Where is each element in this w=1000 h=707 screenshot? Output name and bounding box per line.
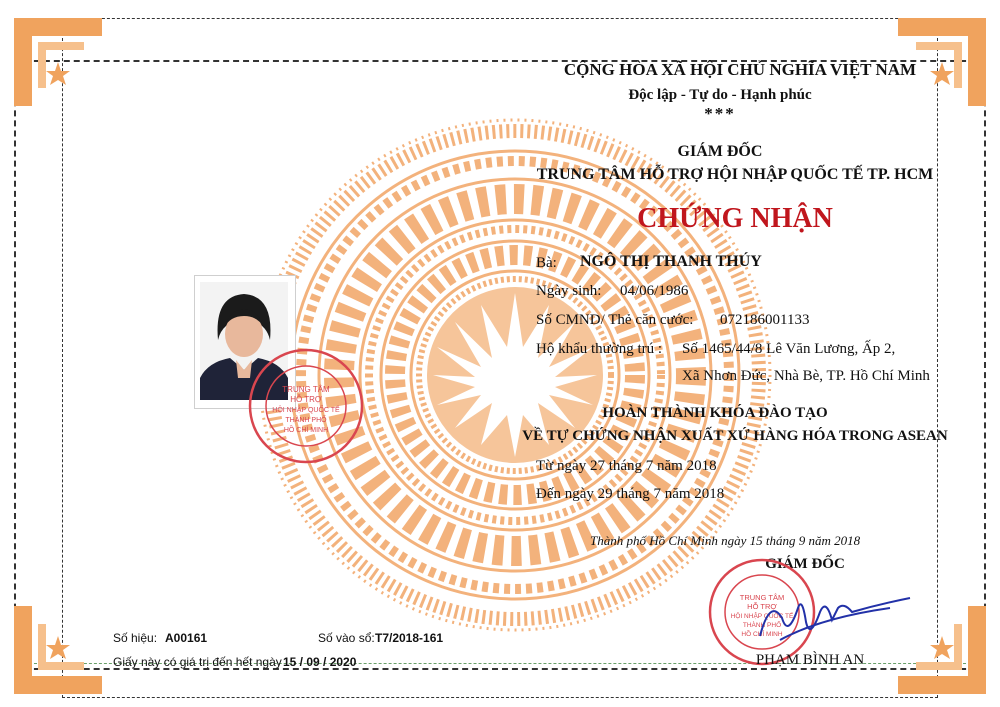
svg-text:HỖ TRỢ: HỖ TRỢ: [747, 602, 777, 611]
dob-value: 04/06/1986: [620, 283, 689, 299]
salutation-label: Bà:: [536, 255, 557, 271]
red-seal-stamp-photo: [246, 346, 366, 466]
national-motto: Độc lập - Tự do - Hạnh phúc: [628, 87, 812, 103]
svg-text:TRUNG TÂM: TRUNG TÂM: [282, 385, 330, 394]
address-label: Hộ khẩu thường trú :: [536, 341, 663, 357]
validity-date: 15 / 09 / 2020: [283, 655, 357, 669]
svg-text:THÀNH PHỐ: THÀNH PHỐ: [285, 417, 327, 424]
register-number: T7/2018-161: [375, 631, 444, 645]
svg-text:TRUNG TÂM: TRUNG TÂM: [739, 593, 785, 602]
signature: [740, 578, 930, 658]
id-label: Số CMND/ Thẻ căn cước:: [536, 312, 694, 328]
id-value: 072186001133: [720, 312, 810, 328]
serial-number: A00161: [165, 631, 208, 645]
issue-place-date: Thành phố Hồ Chí Minh ngày 15 tháng 9 năm 2018: [590, 533, 861, 548]
corner-ornament-bottom-left: [14, 606, 102, 694]
organization-name: TRUNG TÂM HỖ TRỢ HỘI NHẬP QUỐC TẾ TP. HCM: [536, 166, 934, 183]
course-from-date: Từ ngày 27 tháng 7 năm 2018: [536, 458, 717, 474]
svg-text:HỘI NHẬP QUỐC TẾ: HỘI NHẬP QUỐC TẾ: [730, 613, 794, 620]
course-to-date: Đến ngày 29 tháng 7 năm 2018: [536, 486, 725, 502]
serial-label: Số hiệu:: [113, 631, 158, 645]
address-line-1: Số 1465/44/8 Lê Văn Lương, Ấp 2,: [682, 341, 896, 357]
svg-text:HỖ TRỢ: HỖ TRỢ: [290, 395, 322, 404]
svg-text:HỒ CHÍ MINH: HỒ CHÍ MINH: [741, 631, 783, 638]
validity-label: Giấy này có giá trị đến hết ngày: [113, 655, 282, 669]
signer-name: PHẠM BÌNH AN: [755, 652, 865, 668]
svg-text:HỒ CHÍ MINH: HỒ CHÍ MINH: [283, 427, 329, 434]
course-line-1: HOÀN THÀNH KHÓA ĐÀO TẠO: [602, 405, 828, 421]
address-line-2: Xã Nhơn Đức, Nhà Bè, TP. Hồ Chí Minh: [682, 368, 930, 384]
register-label: Số vào sổ:: [318, 631, 375, 645]
dob-label: Ngày sinh:: [536, 283, 602, 299]
course-line-2: VỀ TỰ CHỨNG NHẬN XUẤT XỨ HÀNG HÓA TRONG ASEAN: [522, 428, 948, 444]
recipient-name: NGÔ THỊ THANH THÚY: [580, 253, 762, 270]
motto-stars: ***: [704, 104, 736, 123]
country-name: CỘNG HÒA XÃ HỘI CHỦ NGHĨA VIỆT NAM: [563, 60, 917, 79]
signer-title: GIÁM ĐỐC: [765, 556, 845, 572]
corner-ornament-top-left: [14, 18, 102, 106]
svg-text:HỘI NHẬP QUỐC TẾ: HỘI NHẬP QUỐC TẾ: [272, 407, 340, 414]
svg-text:THÀNH PHỐ: THÀNH PHỐ: [742, 622, 782, 629]
certificate-title: CHỨNG NHẬN: [637, 203, 833, 234]
authority-title: GIÁM ĐỐC: [677, 143, 763, 160]
